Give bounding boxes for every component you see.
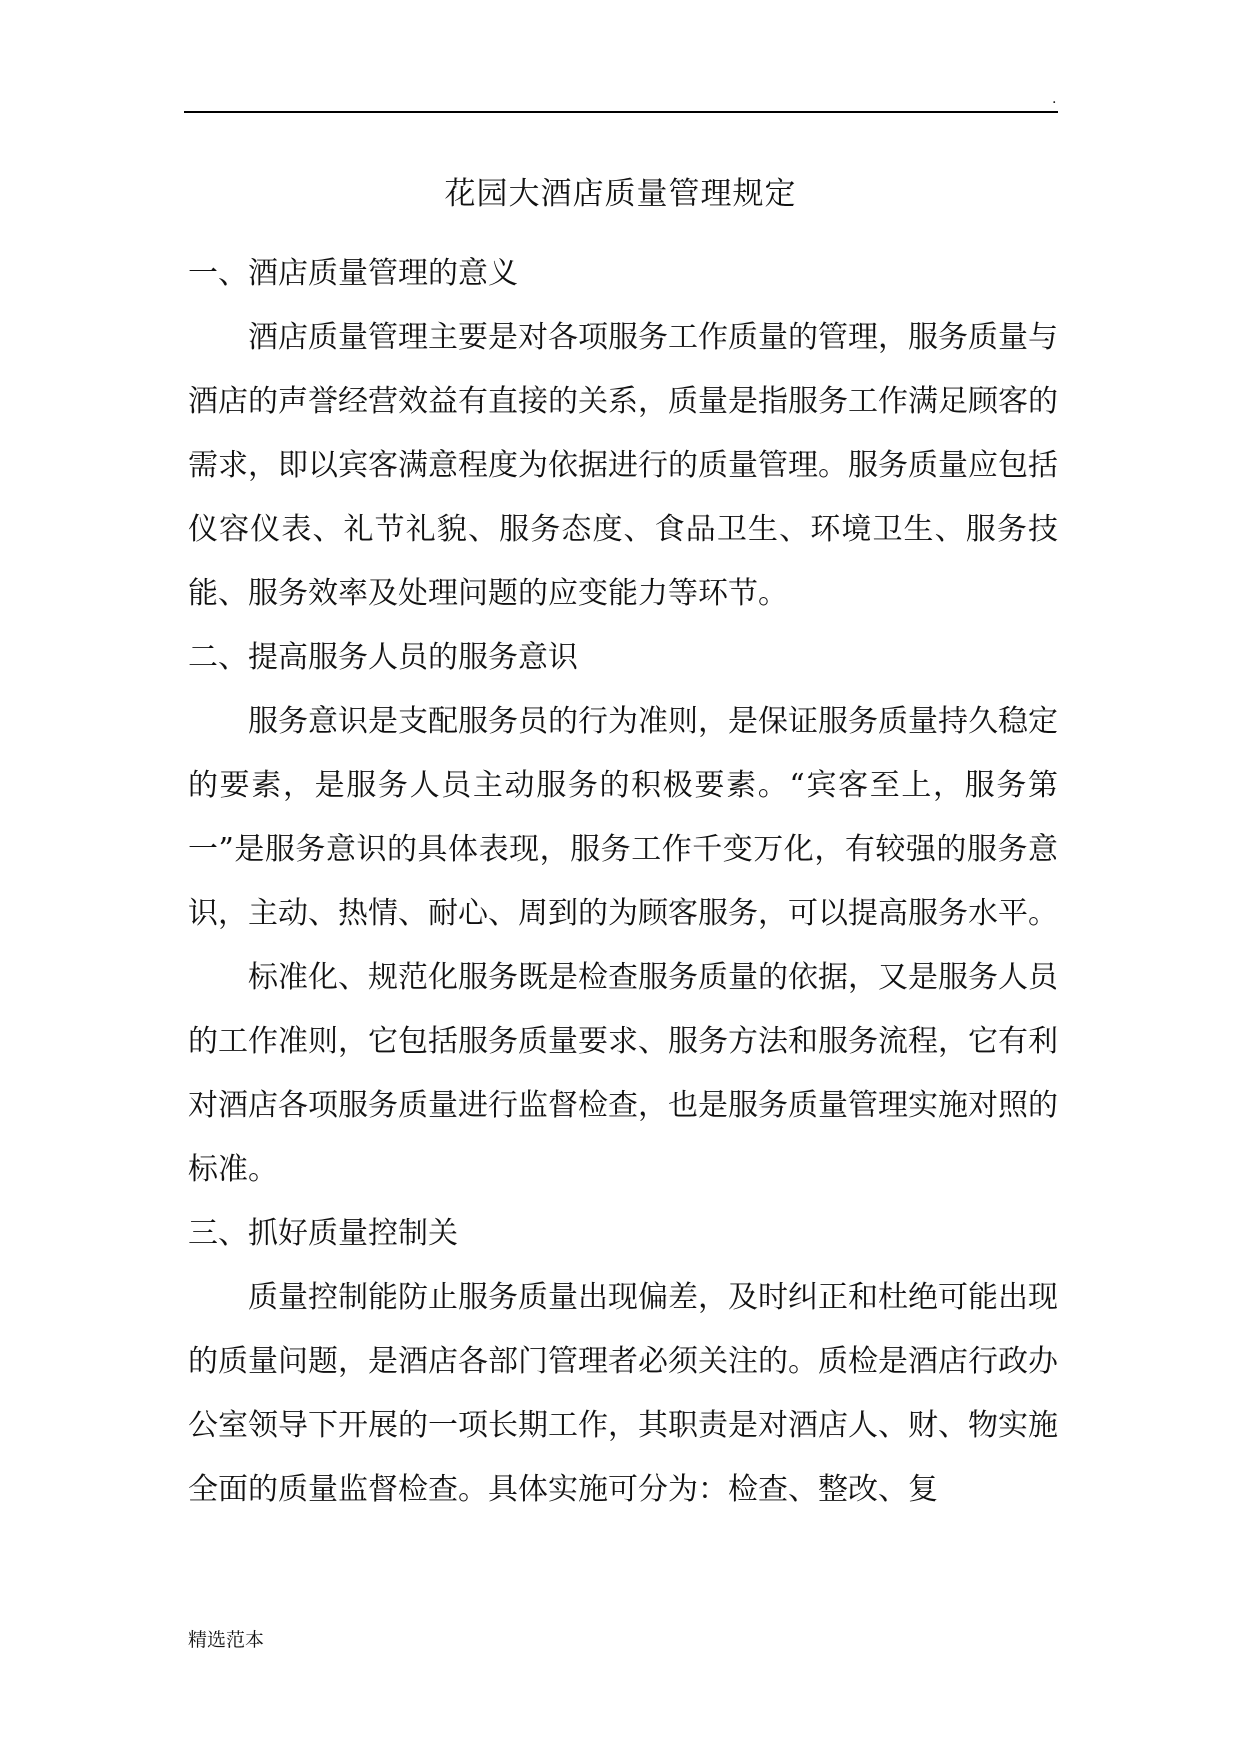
header-mark: . — [1052, 91, 1057, 107]
section-2-paragraph-2: 标准化、规范化服务既是检查服务质量的依据，又是服务人员的工作准则，它包括服务质量要求、服务方法和服务流程，它有利对酒店各项服务质量进行监督检查，也是服务质量管理实施对照的标准。 — [188, 960, 1058, 1187]
page-footer: 精选范本 — [188, 1629, 265, 1651]
document-title: 花园大酒店质量管理规定 — [444, 176, 797, 212]
header-rule — [184, 111, 1058, 113]
section-heading-2: 二、提高服务人员的服务意识 — [188, 640, 578, 675]
document-body — [188, 242, 1058, 1522]
section-heading-1: 一、酒店质量管理的意义 — [188, 256, 518, 291]
section-3-paragraph-1: 质量控制能防止服务质量出现偏差，及时纠正和杜绝可能出现的质量问题，是酒店各部门管理者必须关注的。质检是酒店行政办公室领导下开展的一项长期工作，其职责是对酒店人、财、物实施全面的质量监督检查。具体实施可分为：检查、整改、复 — [188, 1280, 1058, 1507]
section-1-paragraph-1: 酒店质量管理主要是对各项服务工作质量的管理，服务质量与酒店的声誉经营效益有直接的关系，质量是指服务工作满足顾客的需求，即以宾客满意程度为依据进行的质量管理。服务质量应包括仪容仪表、礼节礼貌、服务态度、食品卫生、环境卫生、服务技能、服务效率及处理问题的应变能力等环节。 — [188, 320, 1058, 611]
section-heading-3: 三、抓好质量控制关 — [188, 1216, 458, 1251]
section-2-paragraph-1: 服务意识是支配服务员的行为准则，是保证服务质量持久稳定的要素，是服务人员主动服务的积极要素。“宾客至上，服务第一”是服务意识的具体表现，服务工作千变万化，有较强的服务意识，主动、热情、耐心、周到的为顾客服务，可以提高服务水平。 — [188, 704, 1058, 931]
